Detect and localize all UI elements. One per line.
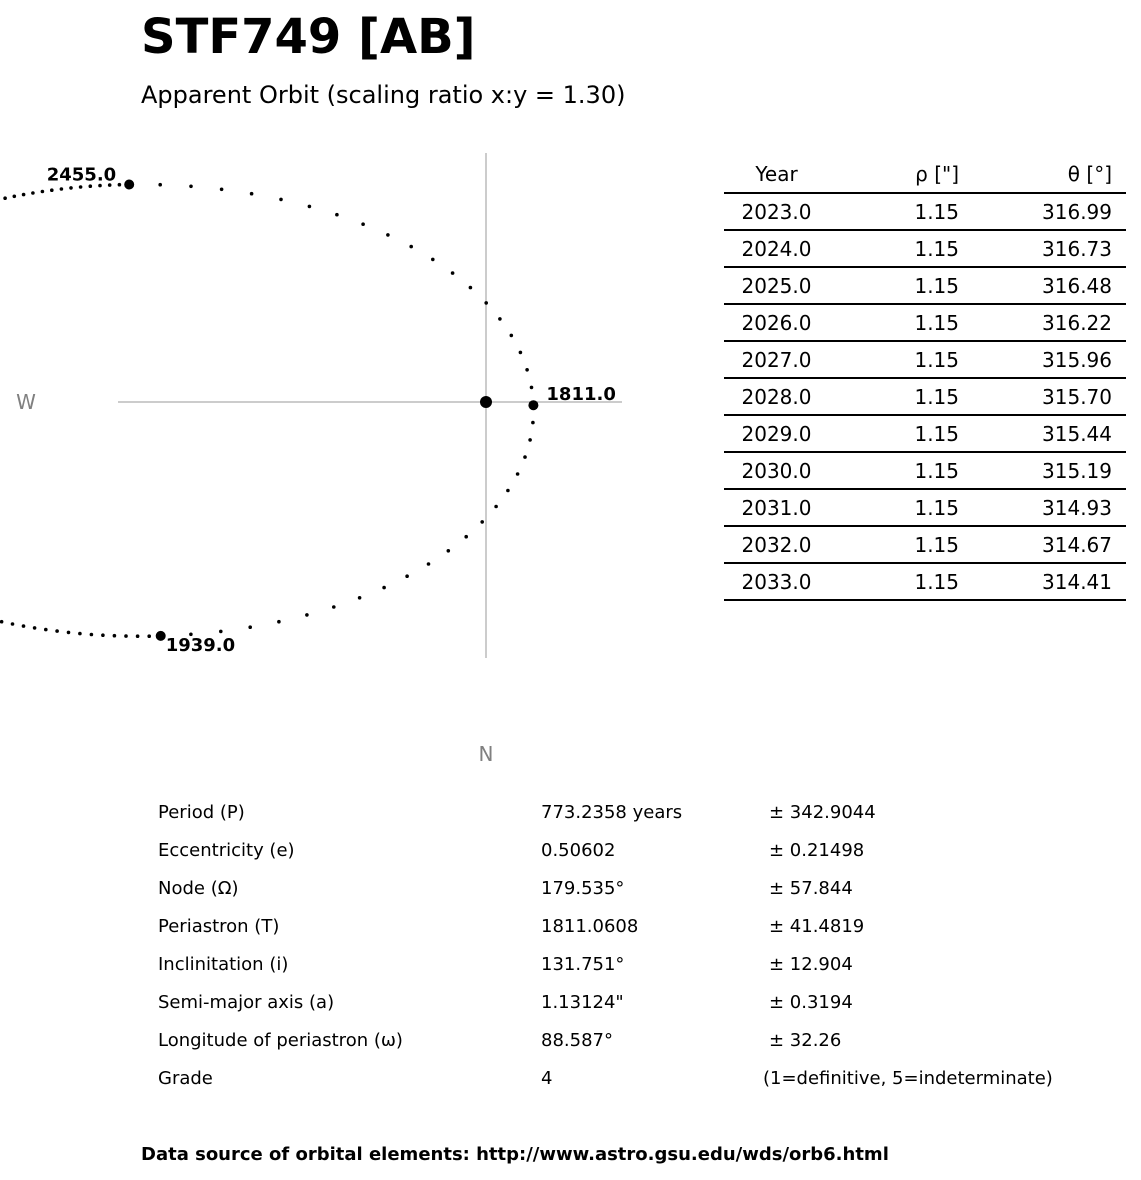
element-error: ± 0.3194 bbox=[769, 992, 853, 1013]
orbit-dot bbox=[506, 489, 510, 493]
theta-cell: 314.67 bbox=[959, 526, 1126, 563]
orbit-dot bbox=[386, 233, 390, 237]
orbit-dot bbox=[44, 628, 48, 632]
orbit-dot bbox=[69, 186, 73, 190]
element-error: ± 57.844 bbox=[769, 878, 853, 899]
orbit-dot bbox=[78, 632, 82, 636]
epoch-point bbox=[528, 400, 538, 410]
element-error: (1=definitive, 5=indeterminate) bbox=[763, 1068, 1053, 1089]
orbit-dot bbox=[516, 472, 520, 476]
orbit-dot bbox=[431, 258, 435, 262]
orbit-dot bbox=[55, 629, 59, 633]
year-cell: 2033.0 bbox=[724, 563, 829, 600]
orbit-dot bbox=[50, 188, 54, 192]
orbit-dot bbox=[464, 535, 468, 539]
orbit-path bbox=[0, 183, 535, 638]
year-cell: 2023.0 bbox=[724, 193, 829, 230]
orbit-dot bbox=[525, 368, 529, 372]
rho-header: ρ ["] bbox=[829, 156, 959, 193]
theta-cell: 314.93 bbox=[959, 489, 1126, 526]
year-cell: 2024.0 bbox=[724, 230, 829, 267]
element-value: 4 bbox=[541, 1068, 553, 1089]
year-cell: 2026.0 bbox=[724, 304, 829, 341]
ephemeris-row bbox=[724, 415, 1126, 452]
orbit-dot bbox=[90, 633, 94, 637]
element-value: 0.50602 bbox=[541, 840, 616, 861]
element-name: Periastron (T) bbox=[158, 916, 280, 937]
primary-star bbox=[480, 396, 492, 408]
element-name: Node (Ω) bbox=[158, 878, 239, 899]
orbit-dot bbox=[113, 634, 117, 638]
element-error: ± 0.21498 bbox=[769, 840, 865, 861]
element-error: ± 32.26 bbox=[769, 1030, 842, 1051]
orbit-dot bbox=[308, 205, 312, 209]
year-cell: 2030.0 bbox=[724, 452, 829, 489]
ephemeris-row bbox=[724, 489, 1126, 526]
orbit-dot bbox=[480, 520, 484, 524]
element-row bbox=[158, 1024, 1118, 1062]
element-error: ± 12.904 bbox=[769, 954, 853, 975]
rho-cell: 1.15 bbox=[829, 563, 959, 600]
year-header: Year bbox=[724, 156, 829, 193]
orbit-dot bbox=[528, 438, 532, 442]
year-cell: 2029.0 bbox=[724, 415, 829, 452]
element-value: 88.587° bbox=[541, 1030, 613, 1051]
element-name: Grade bbox=[158, 1068, 213, 1089]
element-row bbox=[158, 910, 1118, 948]
orbit-dot bbox=[11, 622, 15, 626]
ephemeris-row bbox=[724, 526, 1126, 563]
orbit-dot bbox=[124, 634, 128, 638]
rho-cell: 1.15 bbox=[829, 267, 959, 304]
orbit-dot bbox=[41, 190, 45, 194]
orbit-dot bbox=[189, 185, 193, 189]
chart-title: STF749 [AB] bbox=[141, 9, 476, 65]
orbit-dot bbox=[409, 245, 413, 249]
element-name: Inclinitation (i) bbox=[158, 954, 289, 975]
orbit-dot bbox=[361, 222, 365, 226]
orbit-dot bbox=[22, 193, 26, 197]
orbit-dot bbox=[22, 624, 26, 628]
orbit-dot bbox=[0, 620, 3, 624]
orbit-dot bbox=[427, 562, 431, 566]
theta-cell: 315.44 bbox=[959, 415, 1126, 452]
year-cell: 2032.0 bbox=[724, 526, 829, 563]
orbit-dot bbox=[60, 187, 64, 191]
rho-cell: 1.15 bbox=[829, 193, 959, 230]
orbit-dot bbox=[530, 386, 534, 390]
orbit-dot bbox=[31, 191, 35, 195]
element-value: 1.13124" bbox=[541, 992, 624, 1013]
orbit-dot bbox=[523, 455, 527, 459]
ephemeris-row bbox=[724, 341, 1126, 378]
data-source-note: Data source of orbital elements: http://www.astro.gsu.edu/wds/orb6.html bbox=[141, 1144, 889, 1165]
epoch-label: 1939.0 bbox=[165, 634, 236, 656]
element-row bbox=[158, 986, 1118, 1024]
orbit-dot bbox=[219, 630, 223, 634]
epoch-point bbox=[156, 631, 166, 641]
orbit-dot bbox=[33, 626, 37, 630]
element-name: Period (P) bbox=[158, 802, 245, 823]
rho-cell: 1.15 bbox=[829, 304, 959, 341]
orbit-dot bbox=[494, 505, 498, 509]
element-value: 773.2358 years bbox=[541, 802, 683, 823]
orbit-dot bbox=[498, 317, 502, 321]
rho-cell: 1.15 bbox=[829, 341, 959, 378]
element-value: 179.535° bbox=[541, 878, 625, 899]
ephemeris-row bbox=[724, 267, 1126, 304]
rho-cell: 1.15 bbox=[829, 415, 959, 452]
ephemeris-row bbox=[724, 452, 1126, 489]
orbital-elements bbox=[158, 796, 1118, 1100]
ephemeris-header-row bbox=[724, 156, 1126, 193]
element-row bbox=[158, 948, 1118, 986]
orbit-dot bbox=[510, 334, 514, 338]
element-row bbox=[158, 834, 1118, 872]
orbit-dot bbox=[79, 185, 83, 189]
orbit-dot bbox=[101, 633, 105, 637]
orbit-dot bbox=[158, 183, 162, 187]
ephemeris-row bbox=[724, 378, 1126, 415]
ephemeris-row bbox=[724, 304, 1126, 341]
epoch-markers bbox=[0, 165, 616, 656]
element-error: ± 342.9044 bbox=[769, 802, 876, 823]
orbit-dot bbox=[335, 213, 339, 217]
year-cell: 2028.0 bbox=[724, 378, 829, 415]
year-cell: 2025.0 bbox=[724, 267, 829, 304]
epoch-point bbox=[124, 180, 134, 190]
element-error: ± 41.4819 bbox=[769, 916, 865, 937]
orbit-dot bbox=[382, 586, 386, 590]
orbit-dot bbox=[305, 613, 309, 617]
north-axis-label: N bbox=[478, 742, 494, 766]
orbit-dot bbox=[358, 596, 362, 600]
element-name: Longitude of periastron (ω) bbox=[158, 1030, 403, 1051]
element-value: 131.751° bbox=[541, 954, 625, 975]
element-row bbox=[158, 872, 1118, 910]
year-cell: 2031.0 bbox=[724, 489, 829, 526]
theta-cell: 316.99 bbox=[959, 193, 1126, 230]
orbit-dot bbox=[250, 192, 254, 196]
ephemeris-row bbox=[724, 563, 1126, 600]
orbit-dot bbox=[447, 549, 451, 553]
orbit-plot bbox=[0, 140, 700, 780]
orbit-dot bbox=[67, 631, 71, 635]
orbit-dot bbox=[13, 195, 17, 199]
theta-cell: 315.70 bbox=[959, 378, 1126, 415]
west-axis-label: W bbox=[16, 390, 36, 414]
element-row bbox=[158, 796, 1118, 834]
theta-header: θ [°] bbox=[959, 156, 1126, 193]
rho-cell: 1.15 bbox=[829, 230, 959, 267]
ephemeris-table bbox=[724, 156, 1126, 601]
orbit-dot bbox=[136, 634, 140, 638]
ephemeris-row bbox=[724, 230, 1126, 267]
orbit-dot bbox=[277, 620, 281, 624]
epoch-label: 2455.0 bbox=[46, 164, 117, 186]
ephemeris-row bbox=[724, 193, 1126, 230]
orbit-dot bbox=[484, 301, 488, 305]
chart-subtitle: Apparent Orbit (scaling ratio x:y = 1.30) bbox=[141, 81, 626, 109]
element-value: 1811.0608 bbox=[541, 916, 639, 937]
orbit-dot bbox=[531, 421, 535, 425]
element-name: Eccentricity (e) bbox=[158, 840, 295, 861]
orbit-dot bbox=[405, 574, 409, 578]
orbit-dot bbox=[469, 286, 473, 290]
year-cell: 2027.0 bbox=[724, 341, 829, 378]
orbit-dot bbox=[147, 634, 151, 638]
orbit-dot bbox=[279, 198, 283, 202]
orbit-dot bbox=[332, 605, 336, 609]
orbit-dot bbox=[248, 625, 252, 629]
epoch-label: 1811.0 bbox=[546, 384, 616, 406]
theta-cell: 316.73 bbox=[959, 230, 1126, 267]
rho-cell: 1.15 bbox=[829, 378, 959, 415]
theta-cell: 315.19 bbox=[959, 452, 1126, 489]
rho-cell: 1.15 bbox=[829, 489, 959, 526]
theta-cell: 314.41 bbox=[959, 563, 1126, 600]
orbit-dot bbox=[220, 188, 224, 192]
orbit-dot bbox=[3, 196, 7, 200]
rho-cell: 1.15 bbox=[829, 452, 959, 489]
element-name: Semi-major axis (a) bbox=[158, 992, 335, 1013]
element-row bbox=[158, 1062, 1118, 1100]
theta-cell: 315.96 bbox=[959, 341, 1126, 378]
rho-cell: 1.15 bbox=[829, 526, 959, 563]
orbit-dot bbox=[118, 183, 122, 187]
orbit-dot bbox=[451, 271, 455, 275]
theta-cell: 316.48 bbox=[959, 267, 1126, 304]
orbit-dot bbox=[519, 351, 523, 355]
theta-cell: 316.22 bbox=[959, 304, 1126, 341]
